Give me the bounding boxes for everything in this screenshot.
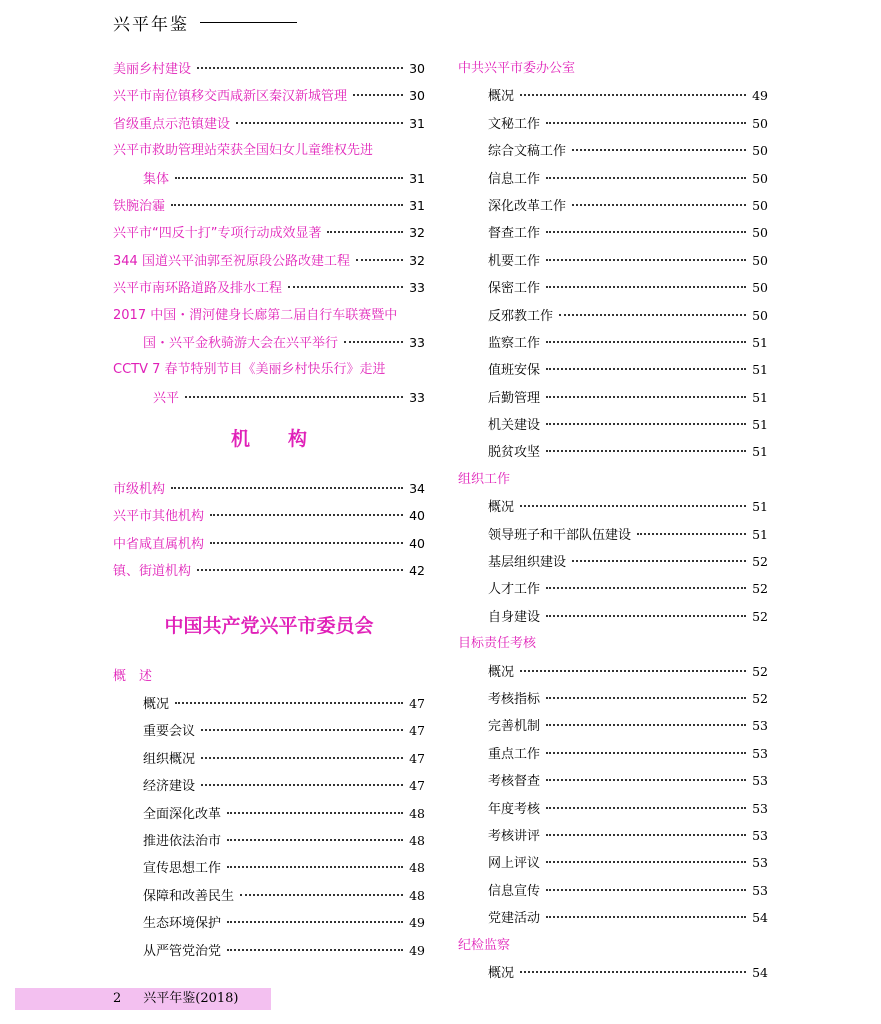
leader-dots bbox=[546, 889, 746, 891]
toc-entry-page: 53 bbox=[752, 855, 768, 871]
toc-entry-label: 概况 bbox=[143, 697, 170, 713]
toc-entry-label: 中省咸直属机构 bbox=[113, 536, 205, 552]
toc-entry-page: 53 bbox=[752, 718, 768, 734]
toc-entry-page: 51 bbox=[752, 389, 768, 405]
section-head-gaishu: 概 述 bbox=[113, 668, 153, 684]
leader-dots bbox=[175, 177, 403, 179]
toc-entry[interactable] bbox=[458, 438, 768, 465]
toc-entry-label: 考核督查 bbox=[488, 774, 541, 790]
toc-entry[interactable] bbox=[113, 690, 425, 717]
toc-entry-label: 兴平市南位镇移交西咸新区秦汉新城管理 bbox=[113, 89, 348, 105]
toc-entry-page: 52 bbox=[752, 690, 768, 706]
toc-entry-page: 32 bbox=[409, 225, 425, 241]
toc-entry-label: 完善机制 bbox=[488, 719, 541, 735]
leader-dots bbox=[227, 921, 403, 923]
toc-entry[interactable] bbox=[458, 192, 768, 219]
toc-entry-page: 47 bbox=[409, 723, 425, 739]
toc-entry[interactable] bbox=[113, 274, 425, 301]
toc-entry[interactable] bbox=[113, 219, 425, 246]
running-header: 兴平年鉴 bbox=[113, 15, 189, 35]
leader-dots bbox=[227, 839, 403, 841]
toc-entry-page: 52 bbox=[752, 608, 768, 624]
toc-entry-page: 53 bbox=[752, 827, 768, 843]
toc-entry-label: 生态环境保护 bbox=[143, 916, 222, 932]
toc-entry-page: 50 bbox=[752, 115, 768, 131]
toc-entry-page: 51 bbox=[752, 334, 768, 350]
toc-entry-label: 监察工作 bbox=[488, 335, 541, 351]
toc-entry-page: 31 bbox=[409, 197, 425, 213]
leader-dots bbox=[546, 615, 746, 617]
toc-entry-label: 重点工作 bbox=[488, 746, 541, 762]
toc-entry-page: 31 bbox=[409, 115, 425, 131]
toc-entry-label: 344 国道兴平油郭至祝原段公路改建工程 bbox=[113, 253, 350, 269]
toc-entry[interactable] bbox=[113, 772, 425, 799]
leader-dots bbox=[546, 341, 746, 343]
toc-entry[interactable] bbox=[458, 521, 768, 548]
toc-entry-page: 30 bbox=[409, 88, 425, 104]
toc-entry-page: 52 bbox=[752, 581, 768, 597]
section-head-org: 组织工作 bbox=[458, 471, 511, 487]
toc-entry-page: 51 bbox=[752, 362, 768, 378]
toc-entry-page: 48 bbox=[409, 860, 425, 876]
toc-entry-label: 宣传思想工作 bbox=[143, 861, 222, 877]
toc-entry[interactable] bbox=[458, 603, 768, 630]
toc-entry[interactable] bbox=[458, 247, 768, 274]
leader-dots bbox=[546, 807, 746, 809]
toc-entry[interactable] bbox=[458, 959, 768, 986]
toc-entry-page: 47 bbox=[409, 696, 425, 712]
toc-entry[interactable] bbox=[458, 548, 768, 575]
leader-dots bbox=[546, 231, 746, 233]
leader-dots bbox=[546, 587, 746, 589]
toc-entry[interactable] bbox=[113, 800, 425, 827]
toc-entry-page: 40 bbox=[409, 508, 425, 524]
toc-entry-page: 52 bbox=[752, 663, 768, 679]
leader-dots bbox=[546, 396, 746, 398]
toc-entry-label: 考核指标 bbox=[488, 691, 541, 707]
toc-entry-page: 51 bbox=[752, 526, 768, 542]
leader-dots bbox=[520, 94, 746, 96]
leader-dots bbox=[546, 724, 746, 726]
section-title-jigou: 机 构 bbox=[230, 428, 307, 451]
toc-entry-label: 网上评议 bbox=[488, 856, 541, 872]
toc-entry[interactable] bbox=[113, 854, 425, 881]
toc-entry-continuation[interactable]: 集体 31 bbox=[143, 170, 425, 187]
toc-entry-page: 32 bbox=[409, 252, 425, 268]
toc-entry-label: 推进依法治市 bbox=[143, 833, 222, 849]
toc-entry-label: 党建活动 bbox=[488, 911, 541, 927]
toc-entry[interactable] bbox=[458, 822, 768, 849]
leader-dots bbox=[288, 286, 403, 288]
toc-entry[interactable] bbox=[113, 192, 425, 219]
toc-entry[interactable] bbox=[458, 82, 768, 109]
section-head-office: 中共兴平市委办公室 bbox=[458, 61, 576, 76]
toc-entry-label: 省级重点示范镇建设 bbox=[113, 116, 231, 132]
leader-dots bbox=[197, 569, 403, 571]
toc-entry[interactable] bbox=[458, 165, 768, 192]
toc-entry-label: 镇、街道机构 bbox=[113, 564, 192, 580]
toc-entry-page: 50 bbox=[752, 143, 768, 159]
leader-dots bbox=[344, 341, 403, 343]
toc-entry-label: 文秘工作 bbox=[488, 116, 541, 132]
section-title-party: 中国共产党兴平市委员会 bbox=[164, 614, 374, 637]
toc-entry-page: 53 bbox=[752, 773, 768, 789]
toc-entry[interactable] bbox=[458, 493, 768, 520]
toc-entry-label: 信息工作 bbox=[488, 171, 541, 187]
leader-dots bbox=[175, 702, 403, 704]
leader-dots bbox=[546, 697, 746, 699]
toc-entry-label: 机关建设 bbox=[488, 418, 541, 434]
leader-dots bbox=[637, 533, 746, 535]
toc-entry[interactable] bbox=[113, 745, 425, 772]
toc-entry-label: 铁腕治霾 bbox=[113, 198, 166, 214]
toc-entry-page: 48 bbox=[409, 887, 425, 903]
leader-dots bbox=[546, 779, 746, 781]
toc-entry-label: 概况 bbox=[488, 89, 515, 105]
toc-entry-wrapped[interactable]: 2017 中国・渭河健身长廊第二届自行车联赛暨中 bbox=[113, 307, 398, 323]
toc-entry-label: 兴平市“四反十打”专项行动成效显著 bbox=[113, 226, 322, 242]
leader-dots bbox=[546, 368, 746, 370]
leader-dots bbox=[572, 560, 746, 562]
toc-entry-label: 综合文稿工作 bbox=[488, 144, 567, 160]
toc-entry-page: 40 bbox=[409, 535, 425, 551]
leader-dots bbox=[201, 784, 403, 786]
toc-entry-label: 概况 bbox=[488, 500, 515, 516]
toc-entry[interactable] bbox=[458, 658, 768, 685]
toc-entry[interactable] bbox=[113, 110, 425, 137]
leader-dots bbox=[236, 122, 403, 124]
leader-dots bbox=[171, 487, 403, 489]
toc-entry-label: 兴平市其他机构 bbox=[113, 509, 205, 525]
toc-entry-label: 从严管党治党 bbox=[143, 943, 222, 959]
toc-entry-continuation[interactable]: 兴平 33 bbox=[153, 389, 425, 406]
leader-dots bbox=[546, 752, 746, 754]
toc-entry[interactable] bbox=[113, 247, 425, 274]
leader-dots bbox=[520, 670, 746, 672]
toc-entry-label: 保密工作 bbox=[488, 281, 541, 297]
toc-entry-page: 49 bbox=[409, 915, 425, 931]
toc-entry-page: 47 bbox=[409, 750, 425, 766]
toc-entry-continuation[interactable]: 国・兴平金秋骑游大会在兴平举行 33 bbox=[143, 334, 425, 351]
toc-entry-label: 深化改革工作 bbox=[488, 198, 567, 214]
section-head-target: 目标责任考核 bbox=[458, 636, 537, 652]
toc-entry[interactable] bbox=[458, 384, 768, 411]
toc-entry[interactable] bbox=[458, 110, 768, 137]
toc-entry[interactable] bbox=[458, 575, 768, 602]
toc-entry-page: 53 bbox=[752, 882, 768, 898]
toc-entry[interactable] bbox=[113, 717, 425, 744]
leader-dots bbox=[356, 259, 403, 261]
leader-dots bbox=[546, 122, 746, 124]
leader-dots bbox=[210, 542, 403, 544]
leader-dots bbox=[227, 812, 403, 814]
toc-entry-label: 兴平市南环路道路及排水工程 bbox=[113, 281, 283, 297]
toc-entry-page: 52 bbox=[752, 554, 768, 570]
leader-dots bbox=[201, 729, 403, 731]
book-title: 兴平年鉴(2018) bbox=[143, 991, 239, 1006]
toc-entry[interactable] bbox=[458, 274, 768, 301]
leader-dots bbox=[353, 94, 403, 96]
toc-entry-page: 51 bbox=[752, 444, 768, 460]
toc-entry-label: 脱贫攻坚 bbox=[488, 445, 541, 461]
toc-entry[interactable] bbox=[458, 411, 768, 438]
toc-entry[interactable] bbox=[458, 356, 768, 383]
toc-entry-wrapped[interactable]: 兴平市救助管理站荣获全国妇女儿童维权先进 bbox=[113, 143, 374, 159]
leader-dots bbox=[197, 67, 403, 69]
leader-dots bbox=[546, 450, 746, 452]
toc-entry-page: 49 bbox=[409, 942, 425, 958]
toc-entry-page: 50 bbox=[752, 252, 768, 268]
leader-dots bbox=[210, 514, 403, 516]
toc-entry-page: 34 bbox=[409, 481, 425, 497]
leader-dots bbox=[546, 834, 746, 836]
toc-entry[interactable] bbox=[113, 475, 425, 502]
toc-entry[interactable] bbox=[458, 849, 768, 876]
toc-entry-page: 30 bbox=[409, 61, 425, 76]
toc-entry[interactable] bbox=[458, 740, 768, 767]
section-head-jijian: 纪检监察 bbox=[458, 937, 511, 953]
toc-entry-label: 保障和改善民生 bbox=[143, 888, 235, 904]
right-column bbox=[458, 55, 768, 986]
toc-entry-page: 54 bbox=[752, 964, 768, 980]
toc-entry-page: 50 bbox=[752, 280, 768, 296]
leader-dots bbox=[185, 396, 403, 398]
toc-entry[interactable] bbox=[113, 909, 425, 936]
toc-entry[interactable] bbox=[113, 82, 425, 109]
toc-entry[interactable] bbox=[458, 302, 768, 329]
toc-entry-page: 50 bbox=[752, 197, 768, 213]
toc-entry-page: 50 bbox=[752, 225, 768, 241]
toc-entry-page: 51 bbox=[752, 417, 768, 433]
toc-entry-page: 51 bbox=[752, 499, 768, 515]
leader-dots bbox=[327, 231, 403, 233]
toc-entry-label: 机要工作 bbox=[488, 253, 541, 269]
toc-entry-label: 组织概况 bbox=[143, 751, 196, 767]
leader-dots bbox=[559, 314, 746, 316]
toc-entry[interactable] bbox=[458, 904, 768, 931]
toc-entry-page: 53 bbox=[752, 800, 768, 816]
toc-entry-label: 领导班子和干部队伍建设 bbox=[488, 527, 632, 543]
leader-dots bbox=[520, 505, 746, 507]
toc-entry-label: 反邪教工作 bbox=[488, 308, 554, 324]
toc-entry-page: 48 bbox=[409, 832, 425, 848]
toc-entry[interactable] bbox=[113, 557, 425, 584]
toc-entry-label: 后勤管理 bbox=[488, 390, 541, 406]
leader-dots bbox=[201, 757, 403, 759]
toc-entry[interactable] bbox=[458, 712, 768, 739]
leader-dots bbox=[546, 286, 746, 288]
leader-dots bbox=[227, 866, 403, 868]
toc-entry[interactable] bbox=[458, 329, 768, 356]
toc-entry-label: 年度考核 bbox=[488, 801, 541, 817]
toc-entry-page: 33 bbox=[409, 280, 425, 296]
toc-entry[interactable] bbox=[458, 137, 768, 164]
leader-dots bbox=[546, 916, 746, 918]
page-number: 2 bbox=[113, 991, 122, 1006]
toc-entry-label: 重要会议 bbox=[143, 724, 196, 740]
toc-entry-label: 市级机构 bbox=[113, 482, 166, 498]
left-column bbox=[113, 55, 425, 964]
toc-entry-page: 42 bbox=[409, 563, 425, 579]
toc-entry[interactable] bbox=[113, 882, 425, 909]
toc-entry-label: 自身建设 bbox=[488, 609, 541, 625]
toc-entry[interactable] bbox=[113, 502, 425, 529]
toc-entry[interactable] bbox=[458, 877, 768, 904]
toc-entry-label: 值班安保 bbox=[488, 363, 541, 379]
toc-entry-label: 全面深化改革 bbox=[143, 806, 222, 822]
toc-entry[interactable] bbox=[113, 55, 425, 82]
toc-entry-page: 48 bbox=[409, 805, 425, 821]
toc-entry[interactable] bbox=[458, 795, 768, 822]
toc-entry-wrapped[interactable]: CCTV 7 春节特别节目《美丽乡村快乐行》走进 bbox=[113, 362, 386, 378]
toc-entry-page: 54 bbox=[752, 910, 768, 926]
header-rule bbox=[200, 22, 297, 23]
toc-entry[interactable] bbox=[113, 530, 425, 557]
toc-entry-page: 50 bbox=[752, 307, 768, 323]
toc-entry-label: 基层组织建设 bbox=[488, 555, 567, 571]
leader-dots bbox=[572, 204, 746, 206]
toc-entry[interactable] bbox=[113, 937, 425, 964]
leader-dots bbox=[520, 971, 746, 973]
leader-dots bbox=[546, 861, 746, 863]
leader-dots bbox=[546, 423, 746, 425]
leader-dots bbox=[546, 259, 746, 261]
toc-entry-label: 经济建设 bbox=[143, 779, 196, 795]
toc-entry-page: 53 bbox=[752, 745, 768, 761]
toc-entry[interactable] bbox=[458, 219, 768, 246]
leader-dots bbox=[240, 894, 403, 896]
toc-entry[interactable] bbox=[113, 827, 425, 854]
toc-entry-page: 49 bbox=[752, 88, 768, 104]
leader-dots bbox=[572, 149, 746, 151]
toc-entry-label: 信息宣传 bbox=[488, 883, 541, 899]
leader-dots bbox=[227, 949, 403, 951]
footer bbox=[113, 988, 239, 1010]
toc-entry-label: 督查工作 bbox=[488, 226, 541, 242]
toc-entry-page: 50 bbox=[752, 170, 768, 186]
toc-entry-label: 概况 bbox=[488, 965, 515, 981]
toc-entry-page: 47 bbox=[409, 778, 425, 794]
toc-entry[interactable] bbox=[458, 767, 768, 794]
leader-dots bbox=[171, 204, 403, 206]
toc-entry-label: 概况 bbox=[488, 664, 515, 680]
toc-entry-label: 人才工作 bbox=[488, 582, 541, 598]
leader-dots bbox=[546, 177, 746, 179]
toc-entry-label: 美丽乡村建设 bbox=[113, 62, 192, 77]
toc-entry-label: 考核讲评 bbox=[488, 828, 541, 844]
toc-entry[interactable] bbox=[458, 685, 768, 712]
